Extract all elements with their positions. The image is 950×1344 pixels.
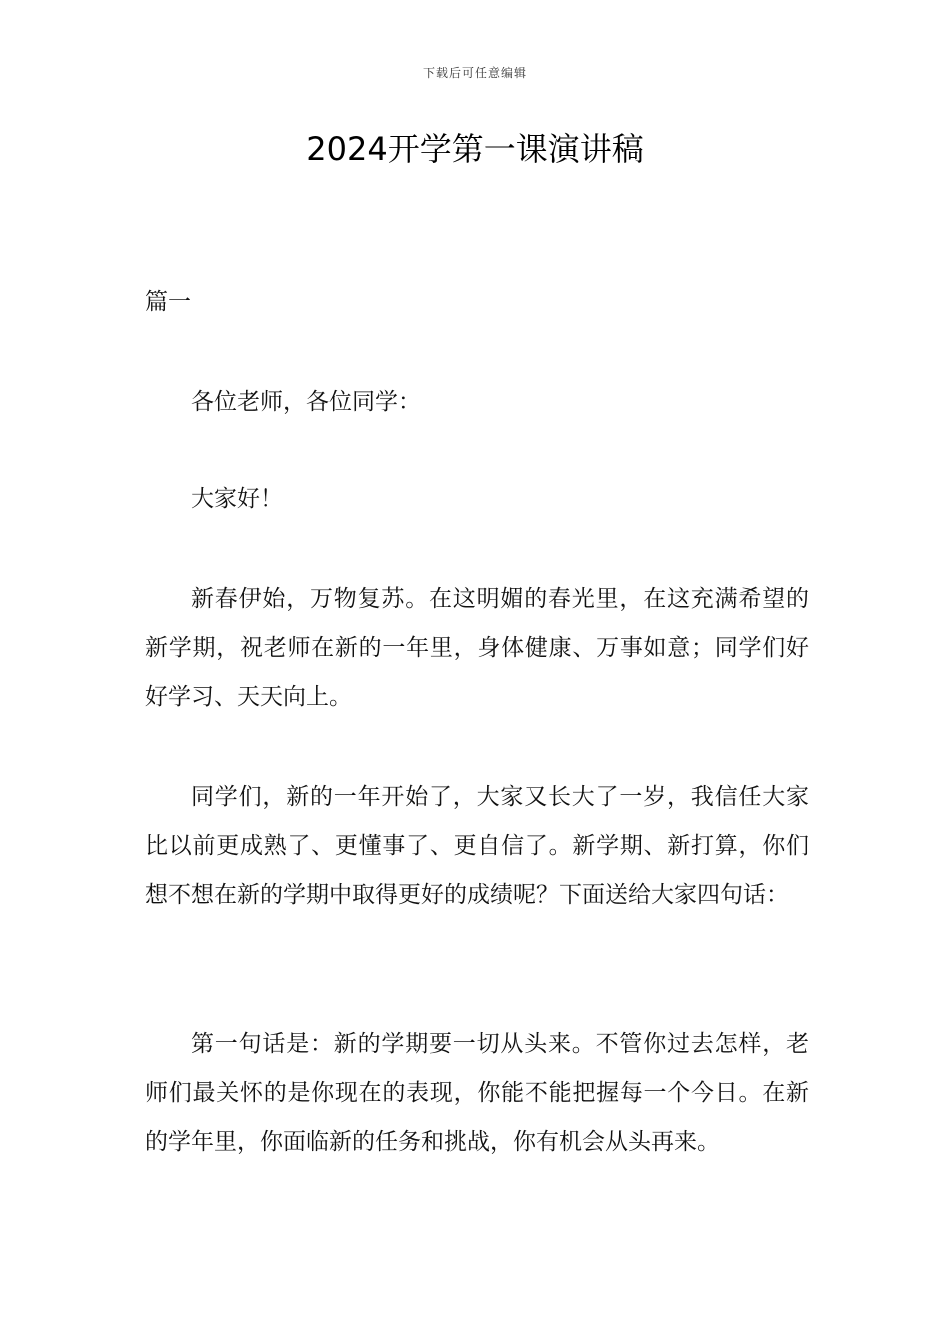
salutation: 各位老师，各位同学： <box>191 389 421 415</box>
section-label: 篇一 <box>145 289 191 315</box>
body-paragraph: 第一句话是：新的学期要一切从头来。不管你过去怎样，老师们最关怀的是你现在的表现，你能不能把握每一个今日。在新的学年里，你面临新的任务和挑战，你有机会从头再来。 <box>145 1031 809 1155</box>
document-title: 2024开学第一课演讲稿 <box>306 130 644 168</box>
greeting: 大家好！ <box>191 486 283 512</box>
header-note: 下载后可任意编辑 <box>422 66 527 80</box>
body-paragraph: 同学们，新的一年开始了，大家又长大了一岁，我信任大家比以前更成熟了、更懂事了、更自信了。新学期、新打算，你们想不想在新的学期中取得更好的成绩呢？下面送给大家四句话： <box>145 784 809 908</box>
body-paragraph: 新春伊始，万物复苏。在这明媚的春光里，在这充满希望的新学期，祝老师在新的一年里，身体健康、万事如意；同学们好好学习、天天向上。 <box>145 586 809 710</box>
